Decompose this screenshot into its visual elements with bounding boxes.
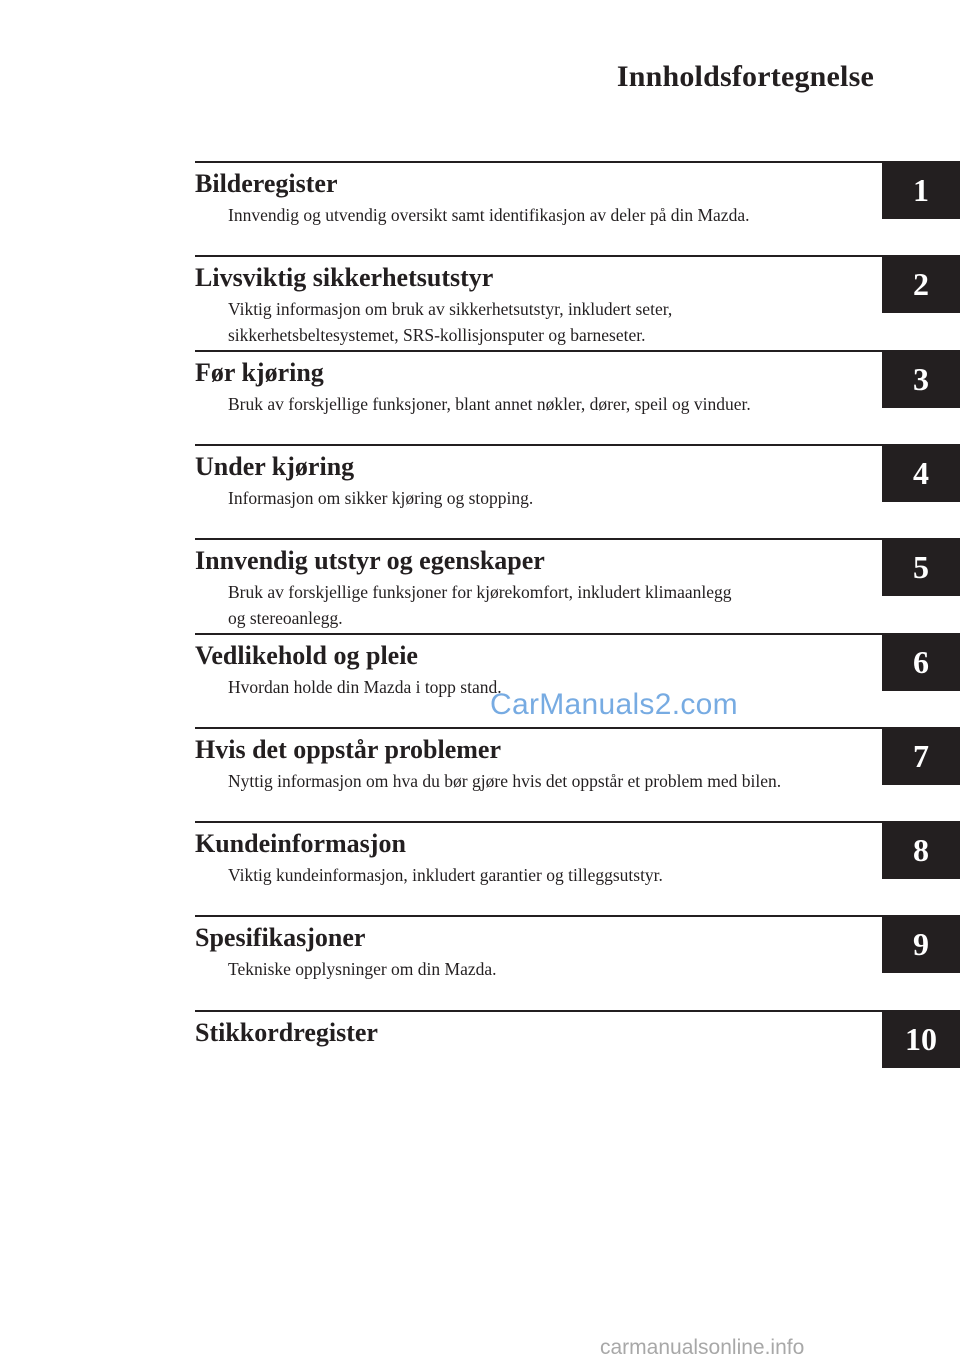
description-line: Bruk av forskjellige funksjoner, blant annet nøkler, dører, speil og vinduer. <box>228 394 751 414</box>
section-heading[interactable]: Hvis det oppstår problemer <box>195 735 501 764</box>
section-divider <box>195 350 884 352</box>
section-description <box>228 956 883 982</box>
section-heading[interactable]: Bilderegister <box>195 169 338 198</box>
section-description <box>228 296 883 348</box>
toc-section[interactable] <box>0 633 960 727</box>
toc-section[interactable] <box>0 161 960 255</box>
section-divider <box>195 915 884 917</box>
chapter-tab[interactable]: 3 <box>882 350 960 408</box>
section-description <box>228 579 883 631</box>
watermark-carmanuals2: CarManuals2.com <box>490 688 738 721</box>
toc-section[interactable] <box>0 915 960 1009</box>
description-line: Nyttig informasjon om hva du bør gjøre hvis det oppstår et problem med bilen. <box>228 771 782 791</box>
section-divider <box>195 161 884 163</box>
chapter-tab[interactable]: 4 <box>882 444 960 502</box>
section-heading[interactable]: Før kjøring <box>195 358 324 387</box>
chapter-tab[interactable]: 5 <box>882 538 960 596</box>
toc-section[interactable] <box>0 444 960 538</box>
section-divider <box>195 538 884 540</box>
description-line: Bruk av forskjellige funksjoner for kjørekomfort, inkludert klimaanlegg <box>228 582 732 602</box>
watermark-carmanualsonline: carmanualsonline.info <box>600 1336 805 1359</box>
section-heading[interactable]: Kundeinformasjon <box>195 829 406 858</box>
section-divider <box>195 444 884 446</box>
chapter-tab[interactable]: 9 <box>882 915 960 973</box>
section-description <box>228 862 883 888</box>
description-line: Innvendig og utvendig oversikt samt identifikasjon av deler på din Mazda. <box>228 205 750 225</box>
description-line: Viktig informasjon om bruk av sikkerhetsutstyr, inkludert seter, <box>228 299 673 319</box>
section-description <box>228 768 883 794</box>
description-line: Informasjon om sikker kjøring og stopping. <box>228 488 534 508</box>
toc-section[interactable] <box>0 727 960 821</box>
description-line: sikkerhetsbeltesystemet, SRS-kollisjonsputer og barneseter. <box>228 325 646 345</box>
description-line: Viktig kundeinformasjon, inkludert garantier og tilleggsutstyr. <box>228 865 663 885</box>
toc-section[interactable] <box>0 821 960 915</box>
section-heading[interactable]: Under kjøring <box>195 452 355 481</box>
section-heading[interactable]: Livsviktig sikkerhetsutstyr <box>195 263 494 292</box>
section-divider <box>195 255 884 257</box>
section-description <box>228 391 883 417</box>
section-heading[interactable]: Stikkordregister <box>195 1018 378 1047</box>
section-heading[interactable]: Vedlikehold og pleie <box>195 641 418 670</box>
section-divider <box>195 633 884 635</box>
toc-section[interactable] <box>0 538 960 632</box>
chapter-tab[interactable]: 6 <box>882 633 960 691</box>
section-description <box>228 485 883 511</box>
chapter-tab[interactable]: 7 <box>882 727 960 785</box>
chapter-tab[interactable]: 10 <box>882 1010 960 1068</box>
page-title: Innholdsfortegnelse <box>616 60 874 93</box>
section-description <box>228 202 883 228</box>
toc-section[interactable] <box>0 350 960 444</box>
chapter-tab[interactable]: 1 <box>882 161 960 219</box>
description-line: Tekniske opplysninger om din Mazda. <box>228 959 497 979</box>
section-divider <box>195 727 884 729</box>
toc-section[interactable] <box>0 255 960 349</box>
chapter-tab[interactable]: 2 <box>882 255 960 313</box>
chapter-tab[interactable]: 8 <box>882 821 960 879</box>
section-divider <box>195 1010 884 1012</box>
description-line: Hvordan holde din Mazda i topp stand. <box>228 677 502 697</box>
toc-section[interactable] <box>0 1010 960 1104</box>
section-heading[interactable]: Innvendig utstyr og egenskaper <box>195 546 545 575</box>
section-heading[interactable]: Spesifikasjoner <box>195 923 366 952</box>
section-divider <box>195 821 884 823</box>
description-line: og stereoanlegg. <box>228 608 343 628</box>
